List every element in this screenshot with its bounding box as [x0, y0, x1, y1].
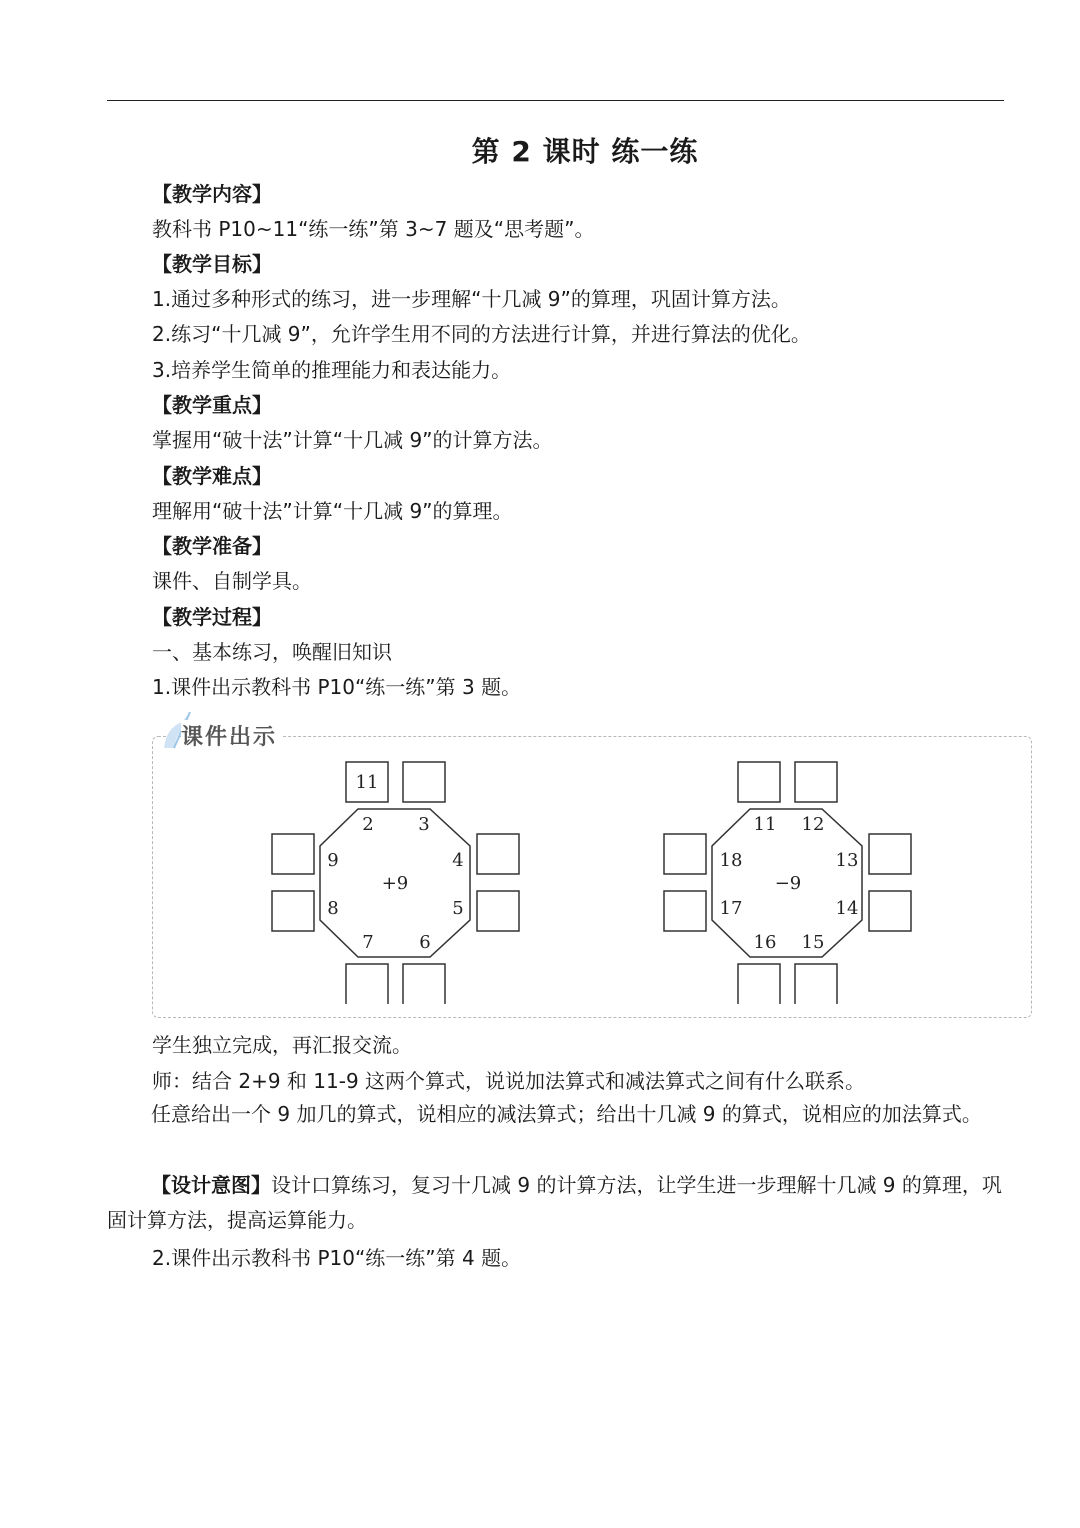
content-heading: 【教学内容】 [152, 182, 272, 206]
design-intent-heading: 【设计意图】 [151, 1173, 271, 1197]
left-number: 6 [419, 932, 431, 953]
goal-2: 2.练习“十几减 9”，允许学生用不同的方法进行计算，并进行算法的优化。 [152, 322, 811, 346]
page-title: 第 2 课时 练一练 [471, 135, 699, 168]
design-intent-text: 设计口算练习，复习十几减 9 的计算方法，让学生进一步理解十几减 9 的算理，巩固计算方法，提高运算能力。 [107, 1173, 1002, 1232]
after-p3: 任意给出一个 9 加几的算式，说相应的减法算式；给出十几减 9 的算式，说相应的加法算式。 [151, 1102, 982, 1126]
right-number: 15 [801, 932, 825, 953]
left-box-left-2 [272, 891, 314, 931]
content-text: 教科书 P10~11“练一练”第 3~7 题及“思考题”。 [152, 217, 595, 241]
figure-label: 课件出示 [181, 720, 281, 751]
right-box-top-2 [795, 762, 837, 802]
preparation-text: 课件、自制学具。 [152, 569, 312, 593]
right-box-left-2 [664, 891, 706, 931]
right-number: 13 [835, 850, 859, 871]
left-box-bottom-2 [403, 964, 445, 1004]
goal-3: 3.培养学生简单的推理能力和表达能力。 [152, 358, 512, 382]
goals-heading: 【教学目标】 [152, 252, 272, 276]
left-number: 7 [362, 932, 374, 953]
right-box-bottom-1 [738, 964, 780, 1004]
right-number: 11 [753, 814, 777, 835]
right-box-right-1 [869, 834, 911, 874]
left-number: 3 [418, 814, 430, 835]
right-operator: −9 [774, 873, 802, 894]
left-number: 4 [452, 850, 464, 871]
goal-1: 1.通过多种形式的练习，进一步理解“十几减 9”的算理，巩固计算方法。 [152, 287, 791, 311]
right-number: 16 [753, 932, 777, 953]
left-box-bottom-1 [346, 964, 388, 1004]
step-1: 一、基本练习，唤醒旧知识 [152, 640, 392, 664]
left-number: 2 [362, 814, 374, 835]
right-box-bottom-2 [795, 964, 837, 1004]
left-box-top-2 [403, 762, 445, 802]
left-box-right-2 [477, 891, 519, 931]
right-box-right-2 [869, 891, 911, 931]
process-heading: 【教学过程】 [152, 605, 272, 629]
key-point-heading: 【教学重点】 [152, 393, 272, 417]
left-box-right-1 [477, 834, 519, 874]
right-number: 17 [719, 898, 743, 919]
left-operator: +9 [381, 873, 409, 894]
after-p2: 师：结合 2+9 和 11-9 这两个算式，说说加法算式和减法算式之间有什么联系。 [152, 1069, 866, 1093]
difficulty-text: 理解用“破十法”计算“十几减 9”的算理。 [152, 499, 513, 523]
key-point-text: 掌握用“破十法”计算“十几减 9”的计算方法。 [152, 428, 553, 452]
right-number: 18 [719, 850, 743, 871]
after-p5: 2.课件出示教科书 P10“练一练”第 4 题。 [152, 1246, 522, 1270]
left-number: 9 [327, 850, 339, 871]
right-number: 12 [801, 814, 825, 835]
after-p1: 学生独立完成，再汇报交流。 [152, 1033, 412, 1057]
left-number: 8 [327, 898, 339, 919]
left-box-left-1 [272, 834, 314, 874]
difficulty-heading: 【教学难点】 [152, 464, 272, 488]
right-box-left-1 [664, 834, 706, 874]
step-1-1: 1.课件出示教科书 P10“练一练”第 3 题。 [152, 675, 522, 699]
preparation-heading: 【教学准备】 [152, 534, 272, 558]
right-number: 14 [835, 898, 859, 919]
left-given-value: 11 [355, 772, 379, 793]
left-number: 5 [452, 898, 464, 919]
design-intent [107, 1168, 1004, 1238]
right-box-top-1 [738, 762, 780, 802]
